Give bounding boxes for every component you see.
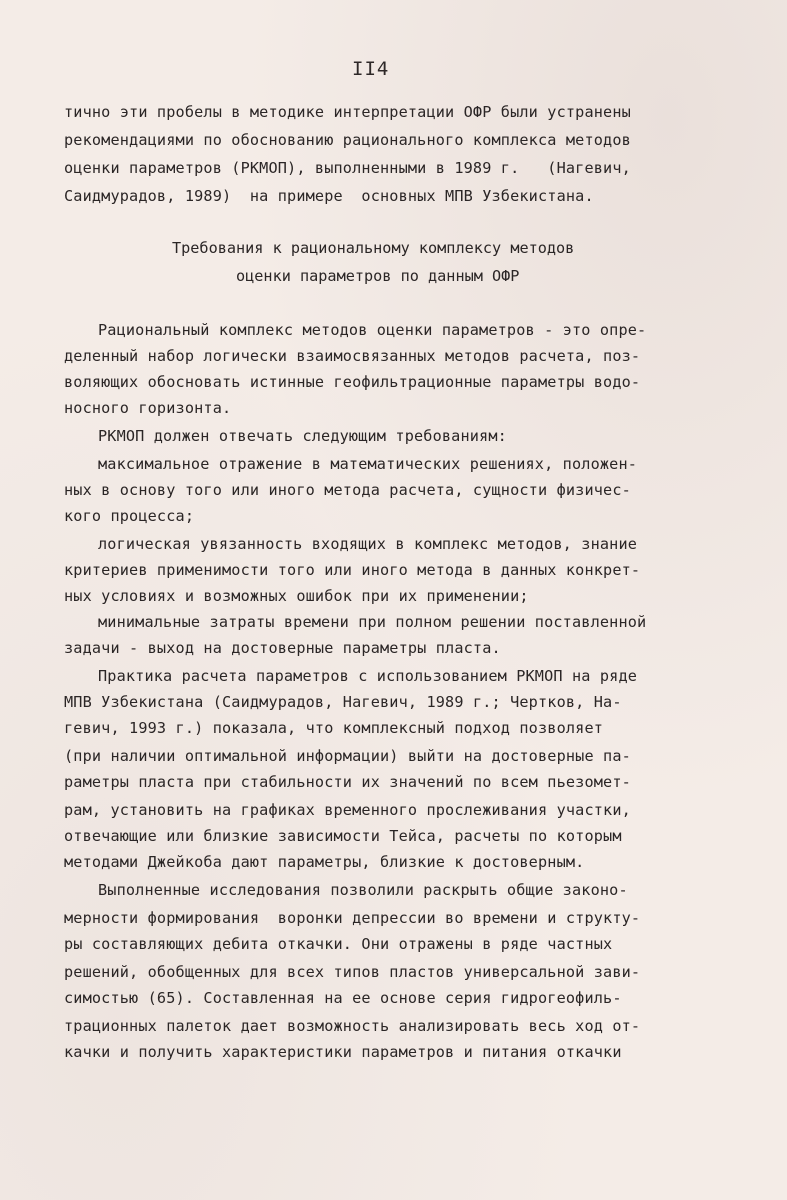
text-line: логическая увязанность входящих в комплекс методов, знание <box>98 535 638 553</box>
text-line: (при наличии оптимальной информации) выйти на достоверные па- <box>64 747 631 765</box>
text-line: Выполненные исследования позволили раскрыть общие законо- <box>98 881 628 899</box>
text-line: Саидмурадов, 1989) на примере основных МПВ Узбекистана. <box>64 187 594 205</box>
text-line: Рациональный комплекс методов оценки параметров - это опре- <box>98 321 647 339</box>
text-line: тично эти пробелы в методике интерпретации ОФР были устранены <box>64 103 631 121</box>
text-line: воляющих обосновать истинные геофильтрационные параметры водо- <box>64 373 641 391</box>
text-line: мерности формирования воронки депрессии во времени и структу- <box>64 909 641 927</box>
text-line: рекомендациями по обоснованию рационального комплекса методов <box>64 131 631 149</box>
text-line: методами Джейкоба дают параметры, близкие к достоверным. <box>64 853 585 871</box>
text-line: ных в основу того или иного метода расчета, сущности физичес- <box>64 481 631 499</box>
text-line: кого процесса; <box>64 507 195 525</box>
page-number: II4 <box>352 58 390 80</box>
text-line: критериев применимости того или иного метода в данных конкрет- <box>64 561 641 579</box>
text-line: ных условиях и возможных ошибок при их применении; <box>64 587 529 605</box>
section-heading-line-2: оценки параметров по данным ОФР <box>236 267 520 285</box>
text-line: МПВ Узбекистана (Саидмурадов, Нагевич, 1989 г.; Чертков, На- <box>64 693 622 711</box>
text-line: задачи - выход на достоверные параметры пласта. <box>64 639 501 657</box>
text-line: трационных палеток дает возможность анализировать весь ход от- <box>64 1017 641 1035</box>
text-line: Практика расчета параметров с использованием РКМОП на ряде <box>98 667 638 685</box>
text-line: ры составляющих дебита откачки. Они отражены в ряде частных <box>64 935 613 953</box>
text-line: решений, обобщенных для всех типов пластов универсальной зави- <box>64 963 641 981</box>
text-line: качки и получить характеристики параметров и питания откачки <box>64 1043 622 1061</box>
text-line: деленный набор логически взаимосвязанных методов расчета, поз- <box>64 347 641 365</box>
text-line: гевич, 1993 г.) показала, что комплексный подход позволяет <box>64 719 604 737</box>
text-line: симостью (65). Составленная на ее основе серия гидрогеофиль- <box>64 989 622 1007</box>
text-line: максимальное отражение в математических решениях, положен- <box>98 455 638 473</box>
text-line: раметры пласта при стабильности их значений по всем пьезомет- <box>64 773 631 791</box>
text-line: РКМОП должен отвечать следующим требованиям: <box>98 427 507 445</box>
section-heading-line-1: Требования к рациональному комплексу методов <box>172 239 575 257</box>
text-line: носного горизонта. <box>64 399 232 417</box>
text-line: рам, установить на графиках временного прослеживания участки, <box>64 801 631 819</box>
text-line: отвечающие или близкие зависимости Тейса, расчеты по которым <box>64 827 622 845</box>
text-line: минимальные затраты времени при полном решении поставленной <box>98 613 647 631</box>
text-line: оценки параметров (РКМОП), выполненными в 1989 г. (Нагевич, <box>64 159 631 177</box>
